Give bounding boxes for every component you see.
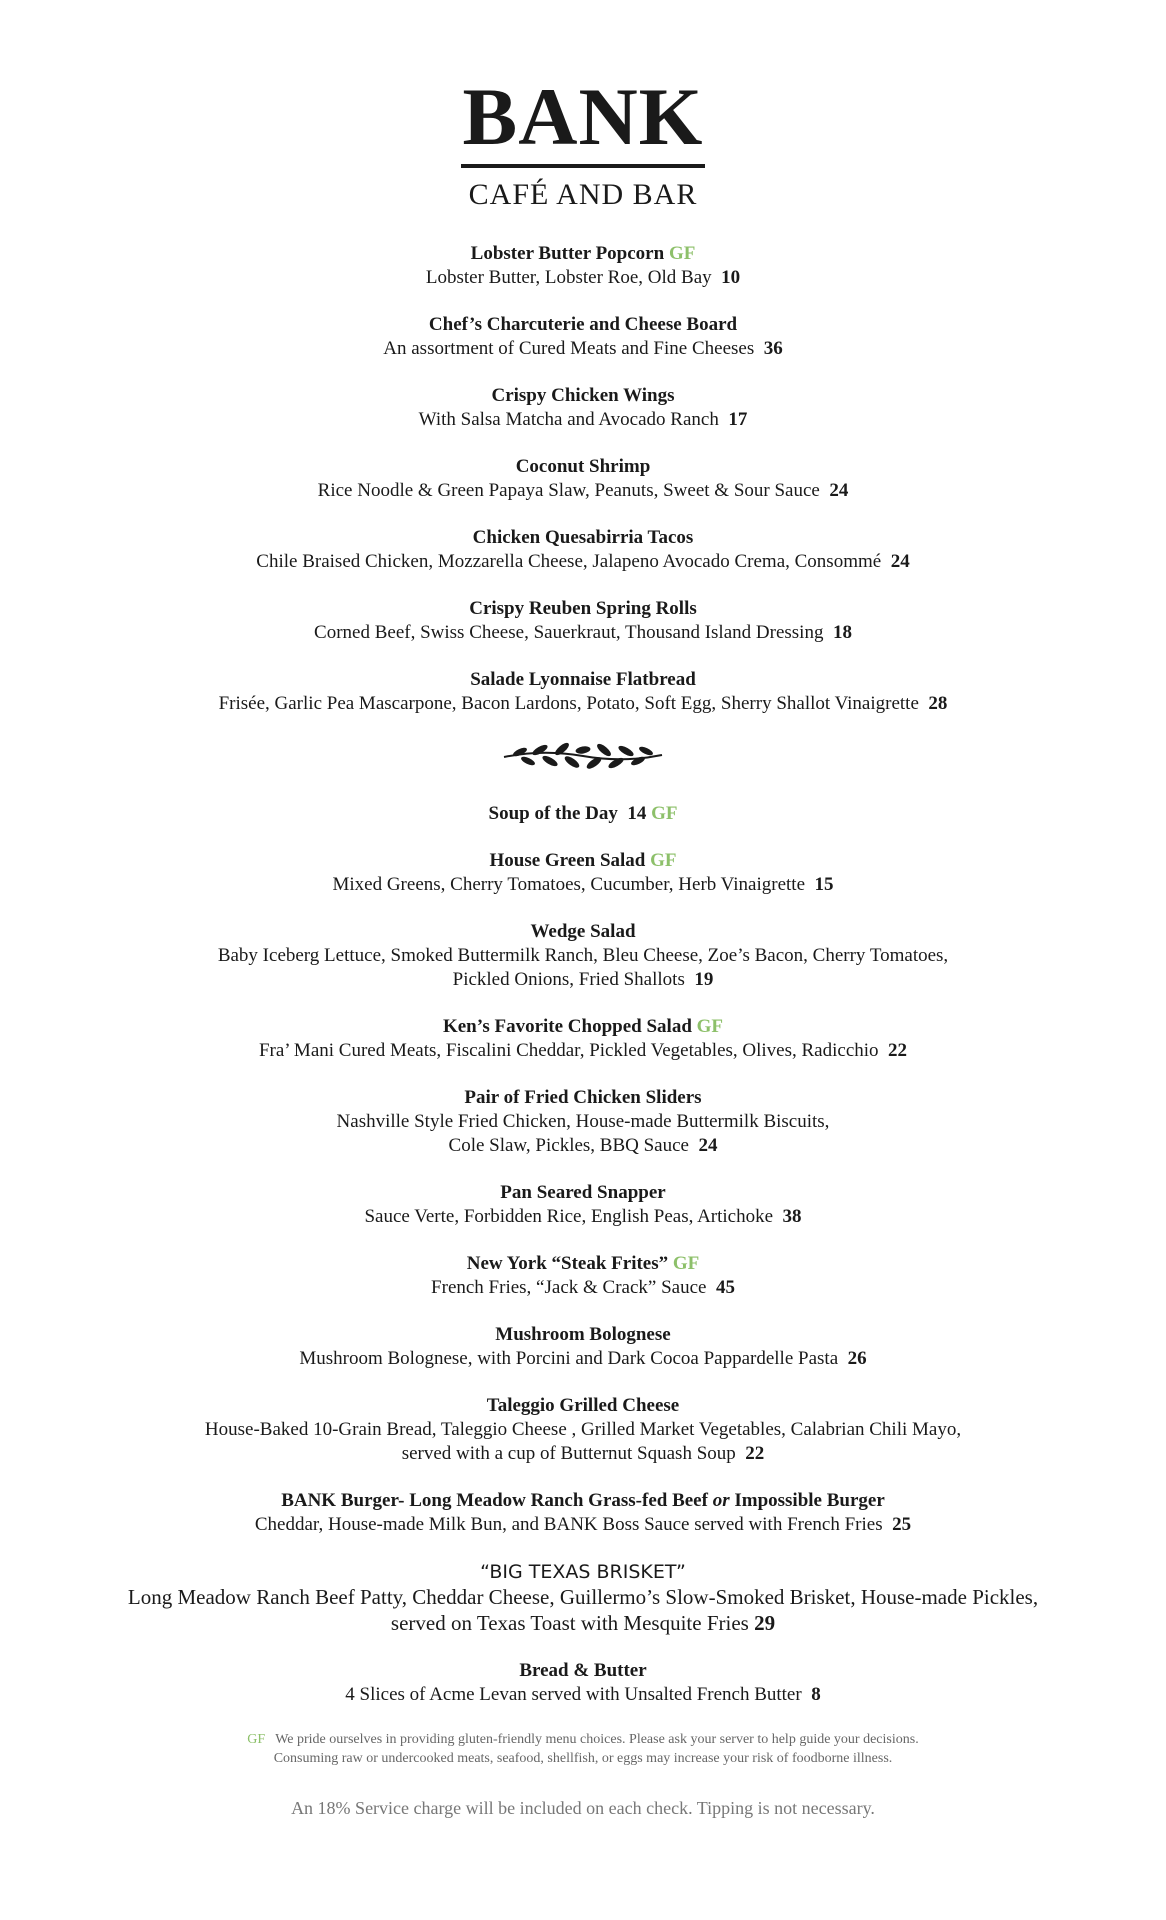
item-description: House-Baked 10-Grain Bread, Taleggio Cheese , Grilled Market Vegetables, Calabrian Chili Mayo, — [204, 1419, 962, 1440]
olive-branch-icon — [498, 739, 668, 773]
item-description: With Salsa Matcha and Avocado Ranch — [418, 409, 719, 430]
item-name: Taleggio Grilled Cheese — [486, 1395, 680, 1416]
menu-item — [0, 313, 1166, 361]
item-description: Sauce Verte, Forbidden Rice, English Peas, Artichoke — [364, 1206, 774, 1227]
item-name: Chef’s Charcuterie and Cheese Board — [428, 314, 738, 335]
item-description: 4 Slices of Acme Levan served with Unsalted French Butter — [345, 1684, 802, 1705]
item-name: House Green Salad — [489, 850, 646, 871]
menu-item — [0, 1015, 1166, 1063]
item-name: Crispy Reuben Spring Rolls — [469, 598, 697, 619]
menu-item — [0, 1323, 1166, 1371]
gf-badge: GF — [668, 243, 696, 264]
mains-section — [0, 849, 1166, 1466]
burger-item — [0, 1489, 1166, 1537]
item-name: Salade Lyonnaise Flatbread — [470, 669, 696, 690]
gf-badge: GF — [651, 803, 678, 824]
item-name: Coconut Shrimp — [515, 456, 651, 477]
menu-list — [0, 242, 1166, 1707]
item-name: Ken’s Favorite Chopped Salad — [442, 1016, 692, 1037]
item-name: Crispy Chicken Wings — [491, 385, 675, 406]
item-price: 17 — [728, 409, 748, 430]
gf-badge: GF — [247, 1732, 266, 1747]
menu-item — [0, 920, 1166, 992]
item-price: 22 — [888, 1040, 908, 1061]
menu-item — [0, 849, 1166, 897]
item-description: An assortment of Cured Meats and Fine Cheeses — [383, 338, 755, 359]
footer — [0, 1730, 1166, 1819]
item-description: Chile Braised Chicken, Mozzarella Cheese, Jalapeno Avocado Crema, Consommé — [256, 551, 882, 572]
item-price: 10 — [721, 267, 741, 288]
brisket-item — [0, 1560, 1166, 1636]
menu-item — [0, 1394, 1166, 1466]
service-charge-note: An 18% Service charge will be included on each check. Tipping is not necessary. — [291, 1798, 875, 1818]
menu-item — [0, 526, 1166, 574]
item-description: Long Meadow Ranch Beef Patty, Cheddar Cheese, Guillermo’s Slow-Smoked Brisket, House-made Pickles, — [127, 1585, 1039, 1609]
bread-item — [0, 1659, 1166, 1707]
item-name-alt: Impossible Burger — [734, 1490, 885, 1511]
item-description-line2: served on Texas Toast with Mesquite Fries — [390, 1611, 749, 1635]
menu-item — [0, 242, 1166, 290]
item-price: 18 — [832, 622, 852, 643]
item-description: Fra’ Mani Cured Meats, Fiscalini Cheddar, Pickled Vegetables, Olives, Radicchio — [258, 1040, 879, 1061]
item-description: French Fries, “Jack & Crack” Sauce — [431, 1277, 707, 1298]
menu-item — [0, 384, 1166, 432]
soup-item — [0, 802, 1166, 826]
menu-item — [0, 1086, 1166, 1158]
item-description: Mushroom Bolognese, with Porcini and Dark Cocoa Pappardelle Pasta — [299, 1348, 839, 1369]
item-price: 45 — [715, 1277, 735, 1298]
menu-item — [0, 597, 1166, 645]
item-price: 15 — [814, 874, 834, 895]
item-name: Bread & Butter — [519, 1660, 647, 1681]
item-price: 36 — [763, 338, 783, 359]
gf-note: We pride ourselves in providing gluten-friendly menu choices. Please ask your server to help guide your decisions. — [275, 1732, 919, 1747]
item-description-line2: Cole Slaw, Pickles, BBQ Sauce — [448, 1135, 689, 1156]
item-description: Mixed Greens, Cherry Tomatoes, Cucumber, Herb Vinaigrette — [332, 874, 806, 895]
item-price: 24 — [829, 480, 849, 501]
item-name: Mushroom Bolognese — [495, 1324, 671, 1345]
item-description-line2: Pickled Onions, Fried Shallots — [452, 969, 685, 990]
item-name: Soup of the Day — [488, 803, 618, 824]
menu-item — [0, 1181, 1166, 1229]
restaurant-name: BANK — [461, 76, 706, 168]
item-price: 28 — [928, 693, 948, 714]
item-price: 38 — [782, 1206, 802, 1227]
item-price: 29 — [754, 1611, 776, 1635]
item-description: Frisée, Garlic Pea Mascarpone, Bacon Lardons, Potato, Soft Egg, Sherry Shallot Vinaigrette — [218, 693, 919, 714]
item-name: Pan Seared Snapper — [500, 1182, 666, 1203]
item-name-or: or — [712, 1490, 730, 1511]
divider-ornament — [0, 739, 1166, 780]
disclaimer — [0, 1730, 1166, 1768]
item-name: New York “Steak Frites” — [466, 1253, 669, 1274]
item-description: Corned Beef, Swiss Cheese, Sauerkraut, Thousand Island Dressing — [314, 622, 824, 643]
item-price: 25 — [892, 1514, 912, 1535]
item-description: Nashville Style Fried Chicken, House-made Buttermilk Biscuits, — [336, 1111, 830, 1132]
item-description: Rice Noodle & Green Papaya Slaw, Peanuts, Sweet & Sour Sauce — [317, 480, 820, 501]
item-description-line2: served with a cup of Butternut Squash Soup — [401, 1443, 736, 1464]
gf-badge: GF — [696, 1016, 724, 1037]
menu-item — [0, 455, 1166, 503]
item-name: “BIG TEXAS BRISKET” — [480, 1561, 686, 1583]
menu-item — [0, 668, 1166, 716]
item-price: 26 — [847, 1348, 867, 1369]
item-price: 14 — [627, 803, 647, 824]
item-price: 22 — [745, 1443, 765, 1464]
item-description: Cheddar, House-made Milk Bun, and BANK Boss Sauce served with French Fries — [254, 1514, 883, 1535]
starters-section — [0, 242, 1166, 716]
item-price: 19 — [694, 969, 714, 990]
gf-badge: GF — [672, 1253, 700, 1274]
item-description: Baby Iceberg Lettuce, Smoked Buttermilk Ranch, Bleu Cheese, Zoe’s Bacon, Cherry Tomatoes, — [217, 945, 949, 966]
item-price: 8 — [811, 1684, 821, 1705]
item-description: Lobster Butter, Lobster Roe, Old Bay — [425, 267, 712, 288]
item-name: Lobster Butter Popcorn — [470, 243, 665, 264]
item-name: Pair of Fried Chicken Sliders — [464, 1087, 702, 1108]
item-name: Wedge Salad — [530, 921, 636, 942]
item-name: Chicken Quesabirria Tacos — [472, 527, 694, 548]
item-price: 24 — [890, 551, 910, 572]
raw-food-note: Consuming raw or undercooked meats, seafood, shellfish, or eggs may increase your risk of foodborne illness. — [273, 1751, 893, 1766]
menu-item — [0, 1252, 1166, 1300]
restaurant-subtitle: CAFÉ AND BAR — [468, 178, 698, 211]
item-name: BANK Burger- Long Meadow Ranch Grass-fed Beef — [281, 1490, 708, 1511]
gf-badge: GF — [650, 850, 677, 871]
item-price: 24 — [698, 1135, 718, 1156]
restaurant-logo — [0, 0, 1166, 212]
